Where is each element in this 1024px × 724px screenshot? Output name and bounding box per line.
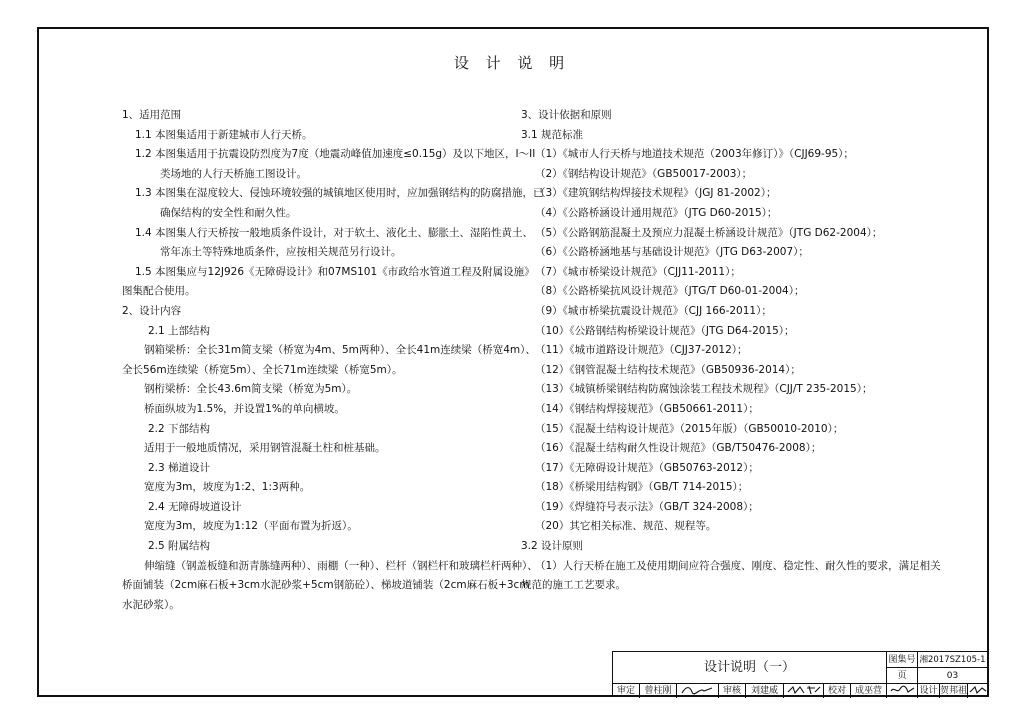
- proof-label: 校对: [824, 684, 851, 698]
- text-line: 1.4 本图集人行天桥按一般地质条件设计，对于软土、液化土、膨胀土、湿陷性黄土、: [135, 226, 534, 239]
- text-line: 常年冻土等特殊地质条件，应按相关规范另行设计。: [160, 246, 402, 259]
- atlas-number: 湘2017SZ105-1: [918, 652, 988, 668]
- text-line: 水泥砂浆）。: [122, 598, 180, 611]
- signature-icon: [678, 684, 718, 696]
- page-number: 03: [918, 668, 988, 684]
- text-line: 2.5 附属结构: [148, 540, 211, 553]
- text-line: （8）《公路桥梁抗风设计规范》（JTG/T D60-01-2004）；: [535, 285, 805, 298]
- text-line: 3.1 规范标准: [521, 128, 584, 141]
- proofer-name: 成巫营: [851, 684, 887, 698]
- drawing-name: 设计说明（一）: [613, 652, 887, 684]
- text-line: 1.2 本图集适用于抗震设防烈度为7度（地震动峰值加速度≤0.15g）及以下地区，I～II: [135, 148, 536, 161]
- title-block: [612, 651, 989, 697]
- atlas-label: 图集号: [887, 652, 918, 668]
- text-line: （15）《混凝土结构设计规范》（2015年版）（GB50010-2010）；: [535, 422, 844, 435]
- left-column: [122, 106, 544, 615]
- text-line: 伸缩缝（钢盖板缝和沥青胨缝两种）、雨棚（一种）、栏杆（钢栏杆和玻璃栏杆两种）、: [144, 559, 538, 572]
- text-line: 类场地的人行天桥施工图设计。: [160, 167, 307, 180]
- text-line: 3、设计依据和原则: [521, 109, 612, 121]
- text-line: 3.2 设计原则: [521, 540, 584, 553]
- text-line: （11）《城市道路设计规范》（CJJ37-2012）；: [535, 344, 748, 357]
- text-line: （3）《建筑钢结构焊接技术规程》（JGJ 81-2002）；: [535, 187, 777, 200]
- text-line: （12）《钢管混凝土结构技术规范》（GB50936-2014）；: [535, 363, 801, 376]
- review-label: 审定: [613, 684, 640, 698]
- proofer-signature: [887, 684, 918, 698]
- text-line: （2）《钢结构设计规范》（GB50017-2003）；: [535, 167, 753, 180]
- page-title: 设 计 说 明: [453, 54, 571, 72]
- text-line: 1.5 本图集应与12J926《无障碍设计》和07MS101《市政给水管道工程及附属设施》: [135, 265, 535, 278]
- text-line: 桥面纵坡为1.5%，并设置1%的单向横坡。: [144, 402, 345, 415]
- signature-icon: [888, 684, 917, 696]
- text-line: 宽度为3m，坡度为1:2、1:3两种。: [144, 481, 311, 494]
- page-label: 页: [887, 668, 918, 684]
- text-line: 2.2 下部结构: [148, 422, 211, 435]
- text-line: 确保结构的安全性和耐久性。: [160, 206, 297, 219]
- text-line: （10）《公路钢结构桥梁设计规范》（JTG D64-2015）；: [535, 324, 795, 337]
- text-line: （13）《城镇桥梁钢结构防腐蚀涂装工程技术规程》（CJJ/T 235-2015）；: [535, 383, 873, 396]
- text-line: 1.3 本图集在湿度较大、侵蚀环境较强的城镇地区使用时，应加强钢结构的防腐措施，已: [135, 187, 544, 200]
- text-line: （18）《桥梁用结构钢》（GB/T 714-2015）；: [535, 481, 749, 494]
- text-line: 规范的施工工艺要求。: [521, 579, 626, 592]
- signature-icon: [785, 684, 823, 696]
- text-line: （9）《城市桥梁抗震设计规范》（CJJ 166-2011）；: [535, 304, 772, 317]
- text-line: 钢箱梁桥：全长31m简支梁（桥宽为4m、5m两种）、全长41m连续梁（桥宽4m）、: [144, 344, 536, 357]
- text-line: 2.1 上部结构: [148, 324, 211, 337]
- signature-icon: [968, 684, 988, 696]
- text-line: （4）《公路桥涵设计通用规范》（JTG D60-2015）；: [535, 206, 778, 219]
- design-label: 设计: [918, 684, 940, 698]
- designer-signature: [968, 684, 988, 698]
- text-line: （20）其它相关标准、规范、规程等。: [535, 520, 717, 533]
- text-line: 2.4 无障碍坡道设计: [148, 500, 242, 513]
- text-line: 全长56m连续梁（桥宽5m）、全长71m连续梁（桥宽5m）。: [122, 363, 403, 376]
- reviewer-signature: [677, 684, 719, 698]
- text-line: （5）《公路钢筋混凝土及预应力混凝土桥涵设计规范》（JTG D62-2004）；: [535, 226, 883, 239]
- text-line: 1、适用范围: [122, 109, 182, 121]
- text-line: （1）人行天桥在施工及使用期间应符合强度、刚度、稳定性、耐久性的要求，满足相关: [535, 559, 941, 572]
- reviewer-name: 曾柱刚: [640, 684, 677, 698]
- designer-name: 贺邦祖: [940, 686, 968, 696]
- checker-name: 刘建威: [746, 684, 784, 698]
- check-label: 审核: [719, 684, 746, 698]
- text-line: （7）《城市桥梁设计规范》（CJJ11-2011）；: [535, 265, 741, 278]
- text-line: 钢桁梁桥：全长43.6m简支梁（桥宽为5m）。: [144, 383, 358, 396]
- text-line: （1）《城市人行天桥与地道技术规范（2003年修订）》（CJJ69-95）；: [535, 148, 854, 161]
- text-line: 适用于一般地质情况，采用钢管混凝土柱和桩基础。: [144, 442, 386, 455]
- text-line: 1.1 本图集适用于新建城市人行天桥。: [135, 128, 313, 141]
- text-line: 2、设计内容: [122, 304, 182, 317]
- text-line: 2.3 梯道设计: [148, 461, 211, 474]
- text-line: 宽度为3m，坡度为1:12（平面布置为折返）。: [144, 520, 358, 533]
- text-line: （17）《无障碍设计规范》（GB50763-2012）；: [535, 461, 759, 474]
- text-line: 图集配合使用。: [122, 285, 196, 298]
- text-line: 桥面铺装（2cm麻石板+3cm水泥砂浆+5cm钢筋砼）、梯坡道铺装（2cm麻石板+3cm: [122, 579, 530, 592]
- text-line: （6）《公路桥涵地基与基础设计规范》（JTG D63-2007）；: [535, 246, 809, 259]
- right-column: [521, 106, 941, 596]
- text-line: （16）《混凝土结构耐久性设计规范》（GB/T50476-2008）；: [535, 442, 822, 455]
- text-line: （19）《焊缝符号表示法》（GB/T 324-2008）；: [535, 500, 759, 513]
- checker-signature: [784, 684, 824, 698]
- text-line: （14）《钢结构焊接规范》（GB50661-2011）；: [535, 402, 759, 415]
